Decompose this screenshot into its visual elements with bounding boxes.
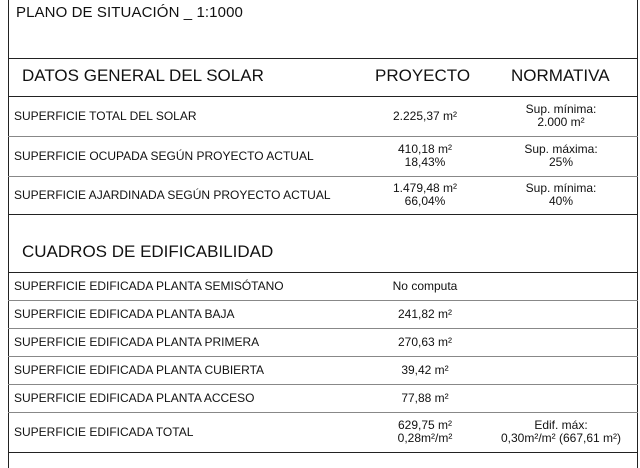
cuadros-row-label: SUPERFICIE EDIFICADA PLANTA PRIMERA bbox=[14, 335, 260, 349]
cuadros-row-proyecto-value: 39,42 m² bbox=[401, 362, 449, 377]
datos-row-proyecto-value: 66,04% bbox=[404, 194, 446, 208]
divider bbox=[8, 96, 638, 97]
plan-title: PLANO DE SITUACIÓN _ 1:1000 bbox=[16, 4, 243, 21]
col-proyecto-header: PROYECTO bbox=[375, 66, 471, 85]
cuadros-title: CUADROS DE EDIFICABILIDAD bbox=[22, 242, 274, 261]
datos-row-label: SUPERFICIE OCUPADA SEGÚN PROYECTO ACTUAL bbox=[14, 149, 314, 163]
datos-row-proyecto-value: 1.479,48 m² bbox=[392, 181, 458, 195]
cuadros-row-label: SUPERFICIE EDIFICADA TOTAL bbox=[14, 425, 194, 439]
cuadros-row-proyecto-value: 270,63 m² bbox=[397, 334, 453, 349]
cuadros-row-proyecto-value: 629,75 m² bbox=[397, 418, 453, 432]
cuadros-row-label: SUPERFICIE EDIFICADA PLANTA BAJA bbox=[14, 307, 235, 321]
datos-title: DATOS GENERAL DEL SOLAR bbox=[22, 66, 264, 85]
divider bbox=[8, 452, 638, 453]
datos-row-normativa-value: Sup. máxima: bbox=[524, 142, 598, 156]
datos-row-proyecto-value: 410,18 m² bbox=[397, 142, 453, 156]
datos-row-normativa-value: 25% bbox=[548, 155, 574, 169]
divider bbox=[8, 272, 638, 273]
datos-row-proyecto-value: 2.225,37 m² bbox=[392, 108, 458, 123]
col-normativa-header: NORMATIVA bbox=[511, 66, 610, 85]
row-divider bbox=[8, 176, 638, 177]
row-divider bbox=[8, 136, 638, 137]
row-divider bbox=[8, 328, 638, 329]
datos-row-normativa-value: Sup. mínima: bbox=[525, 181, 597, 195]
cuadros-row-label: SUPERFICIE EDIFICADA PLANTA ACCESO bbox=[14, 391, 255, 405]
cuadros-row-normativa-value: 0,30m²/m² (667,61 m²) bbox=[500, 431, 622, 445]
datos-row-normativa-value: 40% bbox=[548, 194, 574, 208]
cuadros-row-proyecto-value: No computa bbox=[392, 278, 458, 293]
cuadros-row-proyecto-value: 0,28m²/m² bbox=[397, 431, 453, 445]
divider bbox=[8, 214, 638, 215]
cuadros-row-proyecto-value: 241,82 m² bbox=[397, 306, 453, 321]
cuadros-row-normativa-value: Edif. máx: bbox=[534, 418, 588, 432]
row-divider bbox=[8, 384, 638, 385]
datos-row-label: SUPERFICIE TOTAL DEL SOLAR bbox=[14, 109, 197, 123]
datos-row-label: SUPERFICIE AJARDINADA SEGÚN PROYECTO ACTUAL bbox=[14, 188, 331, 202]
datos-row-normativa-value: 2.000 m² bbox=[537, 115, 585, 129]
cuadros-row-label: SUPERFICIE EDIFICADA PLANTA SEMISÓTANO bbox=[14, 279, 284, 293]
row-divider bbox=[8, 300, 638, 301]
row-divider bbox=[8, 356, 638, 357]
row-divider bbox=[8, 412, 638, 413]
datos-row-normativa-value: Sup. mínima: bbox=[525, 102, 597, 116]
cuadros-row-label: SUPERFICIE EDIFICADA PLANTA CUBIERTA bbox=[14, 363, 265, 377]
divider bbox=[8, 58, 638, 59]
cuadros-row-proyecto-value: 77,88 m² bbox=[401, 390, 449, 405]
datos-row-proyecto-value: 18,43% bbox=[404, 155, 446, 169]
